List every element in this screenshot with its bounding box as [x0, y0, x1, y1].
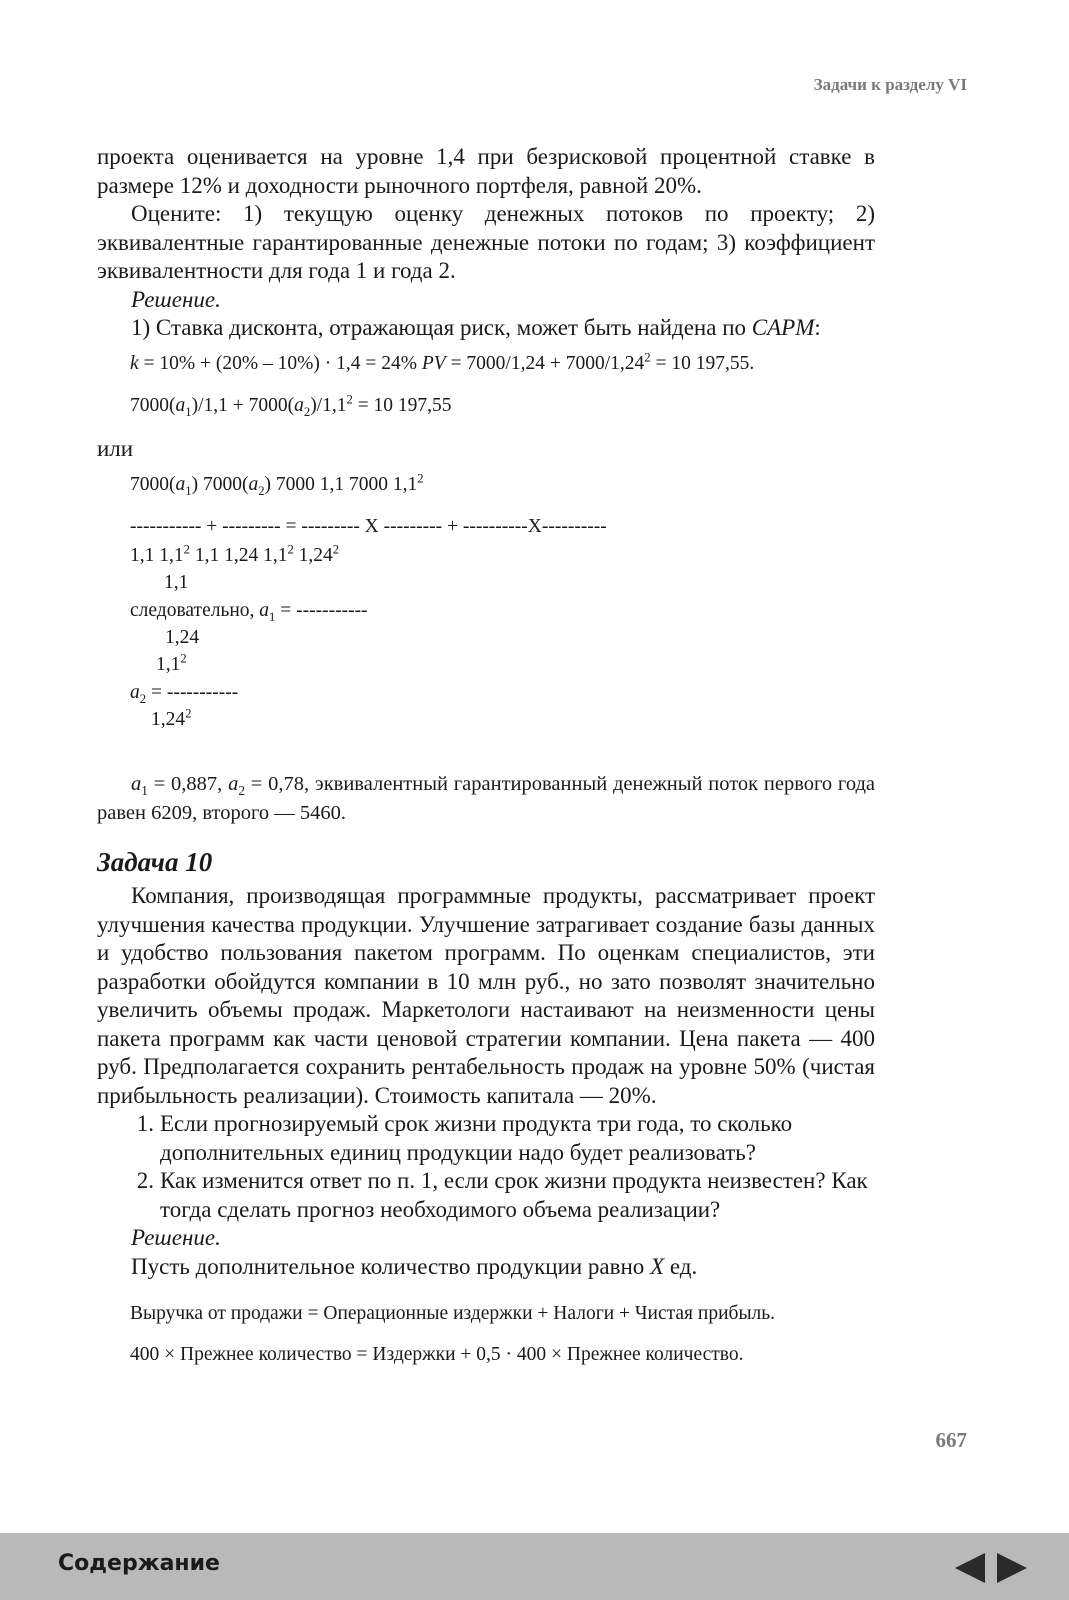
item-number: 1. — [136, 1111, 154, 1136]
result-section — [97, 770, 875, 828]
fraction-line-3: 1,1 $1,1^2$ 1,1 1,24 $1,1^2$ 1,24$^2$ — [130, 542, 340, 566]
item-text: Если прогнозируемый срок жизни продукта три года, то сколько дополнительных единиц продукции надо будет реализовать? — [160, 1111, 793, 1165]
task-10-heading: Задача 10 — [97, 847, 213, 877]
intro-paragraph-2: Оцените: 1) текущую оценку денежных потоков по проекту; 2) эквивалентные гарантированные денежные потоки по годам; 3) коэффициент эквивалентности для года 1 и года 2. — [97, 201, 875, 283]
item-text: Как изменится ответ по п. 1, если срок жизни продукта неизвестен? Как тогда сделать прогноз необходимого объема реализации? — [160, 1168, 868, 1222]
task-10-solution-label: Решение. — [131, 1225, 221, 1250]
arrow-left-icon[interactable] — [955, 1553, 985, 1583]
item-number: 2. — [136, 1168, 154, 1193]
fraction-line-9: 1,24$^2$ — [151, 706, 192, 730]
fraction-line-5: следовательно, $a_1$ = ----------- — [130, 600, 368, 624]
task-10-body: Компания, производящая программные продукты, рассматривает проект улучшения качества продукции. Улучшение затрагивает создание базы данных и удобство пользования пакетом программ. По оценкам специалистов, эти разработки обойдутся компании в 10 млн руб., но зато позволят значительно увеличить объемы продаж. Маркетологи настаивают на неизменности цены пакета программ как части ценовой стратегии компании. Цена пакета — 400 руб. Предполагается сохранить рентабельность продаж на уровне 50% (чистая прибыльность реализации). Стоимость капитала — 20%. — [97, 883, 875, 1108]
fraction-line-6: 1,24 — [165, 627, 200, 648]
or-word: или — [97, 436, 134, 461]
task-10-item-1 — [97, 1110, 875, 1167]
result-paragraph: $a_1 = 0,887$, $a_2 = 0,78$, эквивалентный гарантированный денежный поток первого года равен 6209, второго — 5460. — [97, 773, 876, 824]
fraction-line-1: $7000(a_1)$ $7000(a_2)$ 7000 1,1 7000 $1,1^2$ — [130, 471, 424, 498]
fraction-line-7: $1,1^2$ — [156, 651, 187, 675]
fraction-line-8: $a_2$ = ----------- — [130, 682, 239, 706]
step-1: 1) Ставка дисконта, отражающая риск, может быть найдена по CAPM: — [131, 315, 821, 340]
page-number: 667 — [935, 1428, 967, 1452]
solution-label: Решение. — [131, 286, 221, 312]
formula-discount-rate: k = 10% + (20% – 10%) · 1,4 = 24% PV = $7000/1,24 + 7000/1,24^2 = 10$ 197,55. — [130, 350, 755, 374]
intro-section — [97, 143, 875, 343]
footer-nav-bar — [0, 1533, 1069, 1600]
task-10-section — [97, 847, 875, 1281]
fraction-line-4: 1,1 — [164, 572, 189, 593]
fraction-line-2: ----------- + --------- = --------- X --------- + ----------X---------- — [130, 516, 607, 537]
task-10-item-2 — [97, 1167, 875, 1224]
running-head: Задачи к разделу VI — [813, 75, 967, 94]
formula-equivalence: $7000(a_1)/1,1 + 7000(a_2)/1,1^2 = 10$ 197,55 — [130, 392, 452, 419]
arrow-right-icon[interactable] — [997, 1553, 1027, 1583]
intro-paragraph-1: проекта оценивается на уровне 1,4 при безрисковой процентной ставке в размере 12% и доходности рыночного портфеля, равной 20%. — [97, 144, 875, 198]
task-10-let-statement: Пусть дополнительное количество продукции равно X ед. — [131, 1253, 698, 1279]
contents-link[interactable]: Содержание — [58, 1551, 220, 1576]
equation-quantity: 400 × Прежнее количество = Издержки + 0,5 · 400 × Прежнее количество. — [130, 1344, 744, 1365]
equation-revenue: Выручка от продажи = Операционные издержки + Налоги + Чистая прибыль. — [130, 1303, 776, 1324]
